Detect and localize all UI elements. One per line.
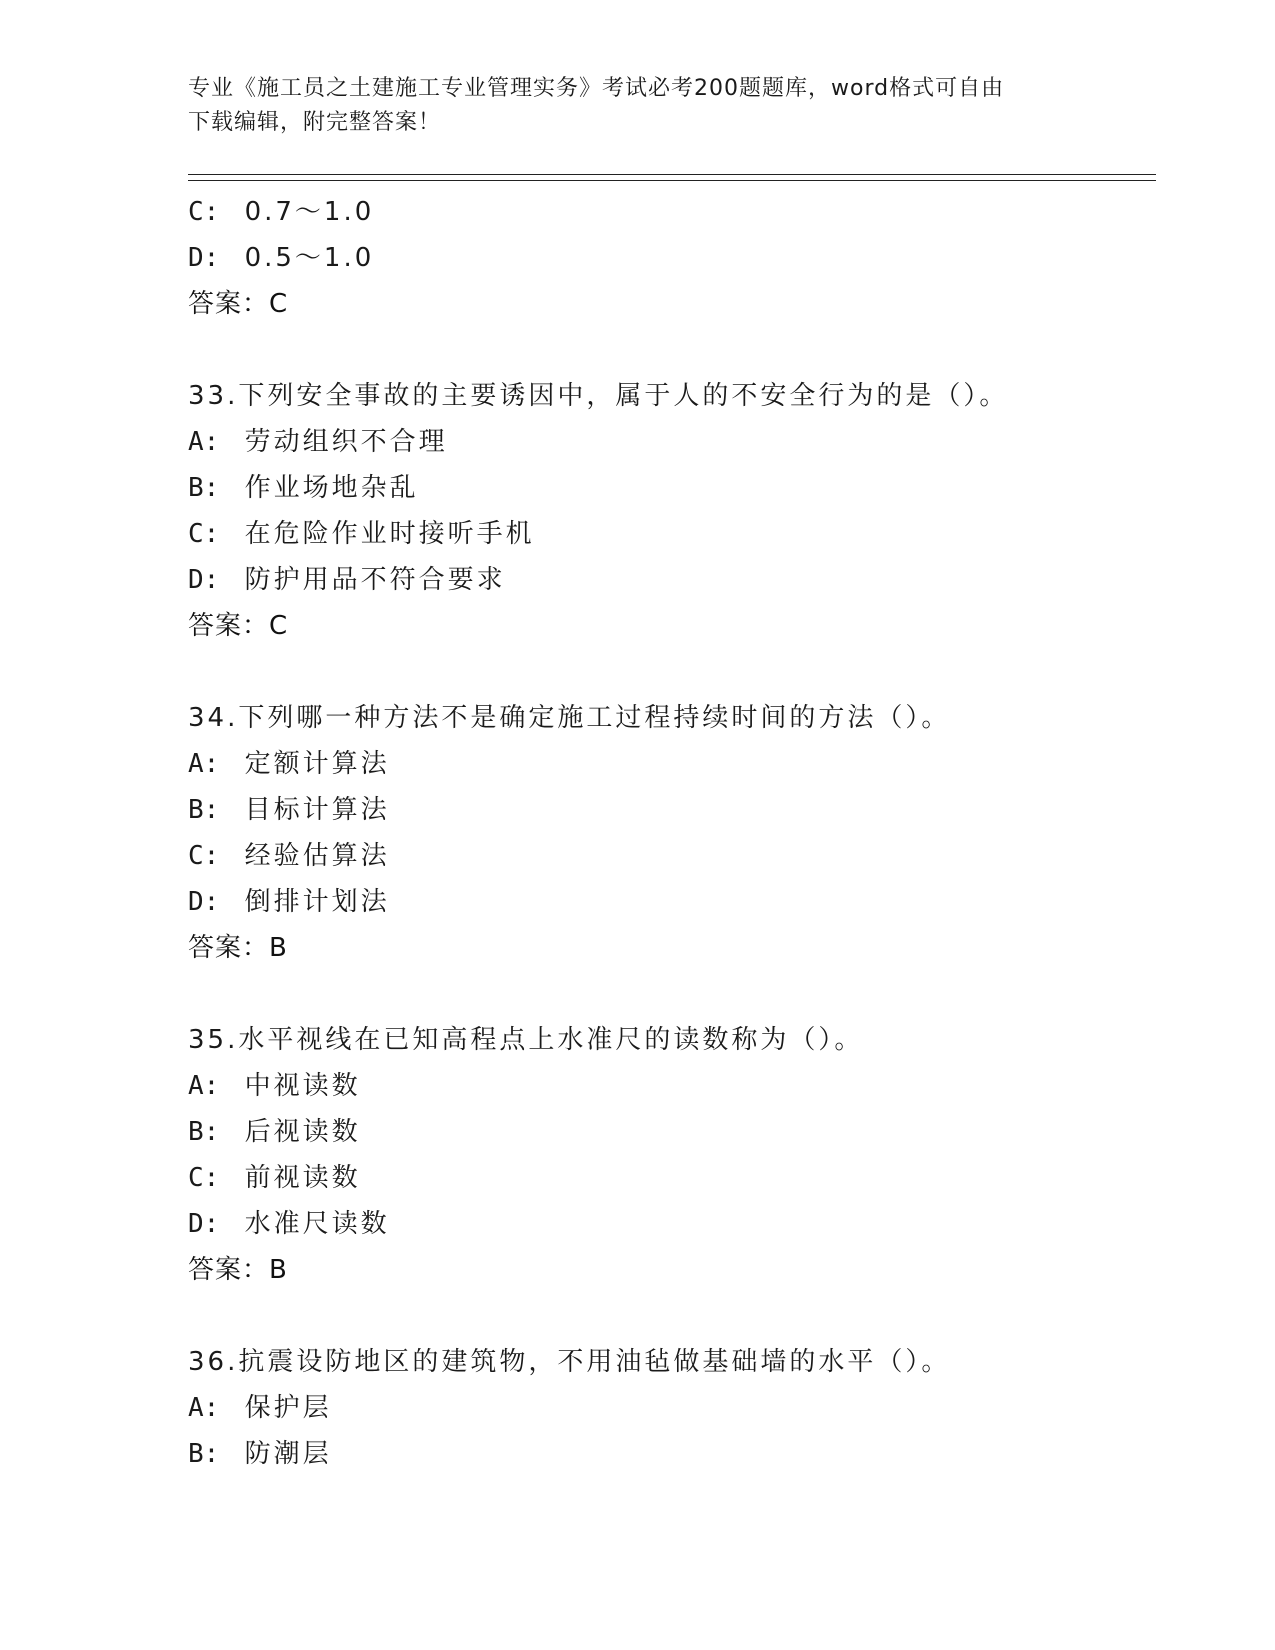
option-label: D:: [188, 565, 220, 595]
option-row: [188, 235, 1148, 281]
option-text: 防护用品不符合要求: [244, 565, 506, 595]
option-row: [188, 833, 1148, 879]
option-label: D:: [188, 243, 220, 273]
option-text: 0.5～1.0: [244, 243, 375, 273]
option-text: 定额计算法: [244, 749, 390, 779]
option-label: C:: [188, 1163, 220, 1193]
question-stem: 35.水平视线在已知高程点上水准尺的读数称为（）。: [188, 1025, 864, 1055]
option-row: [188, 1063, 1148, 1109]
option-row: [188, 465, 1148, 511]
option-row: [188, 1385, 1148, 1431]
option-text: 在危险作业时接听手机: [244, 519, 535, 549]
option-row: [188, 1201, 1148, 1247]
answer-line: 答案：B: [188, 933, 288, 963]
option-label: B:: [188, 473, 220, 503]
question-stem: 34.下列哪一种方法不是确定施工过程持续时间的方法（）。: [188, 703, 951, 733]
option-row: [188, 511, 1148, 557]
option-row: [188, 1155, 1148, 1201]
answer-line: 答案：B: [188, 1255, 288, 1285]
option-row: [188, 1109, 1148, 1155]
option-text: 0.7～1.0: [244, 197, 375, 227]
option-label: B:: [188, 795, 220, 825]
option-label: C:: [188, 197, 220, 227]
option-row: [188, 557, 1148, 603]
option-row: [188, 189, 1148, 235]
option-label: D:: [188, 887, 220, 917]
option-text: 前视读数: [244, 1163, 361, 1193]
option-label: A:: [188, 1071, 220, 1101]
option-row: [188, 419, 1148, 465]
option-text: 目标计算法: [244, 795, 390, 825]
header-divider-bottom: [188, 180, 1156, 181]
option-text: 防潮层: [244, 1439, 332, 1469]
option-text: 水准尺读数: [244, 1209, 390, 1239]
option-row: [188, 741, 1148, 787]
answer-line: 答案：C: [188, 289, 289, 319]
option-text: 作业场地杂乱: [244, 473, 419, 503]
option-label: C:: [188, 519, 220, 549]
option-row: [188, 787, 1148, 833]
header-title-line1: 专业《施工员之土建施工专业管理实务》考试必考200题题库，word格式可自由: [188, 76, 1005, 101]
header-divider-top: [188, 174, 1156, 175]
option-row: [188, 879, 1148, 925]
question-stem: 36.抗震设防地区的建筑物，不用油毡做基础墙的水平（）。: [188, 1347, 951, 1377]
option-label: A:: [188, 1393, 220, 1423]
option-text: 后视读数: [244, 1117, 361, 1147]
document-header: [188, 72, 1088, 140]
header-title-line2: 下载编辑，附完整答案！: [188, 110, 442, 135]
option-text: 经验估算法: [244, 841, 390, 871]
option-text: 劳动组织不合理: [244, 427, 448, 457]
option-label: B:: [188, 1117, 220, 1147]
question-stem: 33.下列安全事故的主要诱因中，属于人的不安全行为的是（）。: [188, 381, 1009, 411]
option-text: 倒排计划法: [244, 887, 390, 917]
option-label: A:: [188, 749, 220, 779]
option-row: [188, 1431, 1148, 1477]
option-text: 保护层: [244, 1393, 332, 1423]
option-label: A:: [188, 427, 220, 457]
option-label: B:: [188, 1439, 220, 1469]
option-label: D:: [188, 1209, 220, 1239]
option-text: 中视读数: [244, 1071, 361, 1101]
option-label: C:: [188, 841, 220, 871]
document-body: [188, 189, 1148, 1477]
answer-line: 答案：C: [188, 611, 289, 641]
